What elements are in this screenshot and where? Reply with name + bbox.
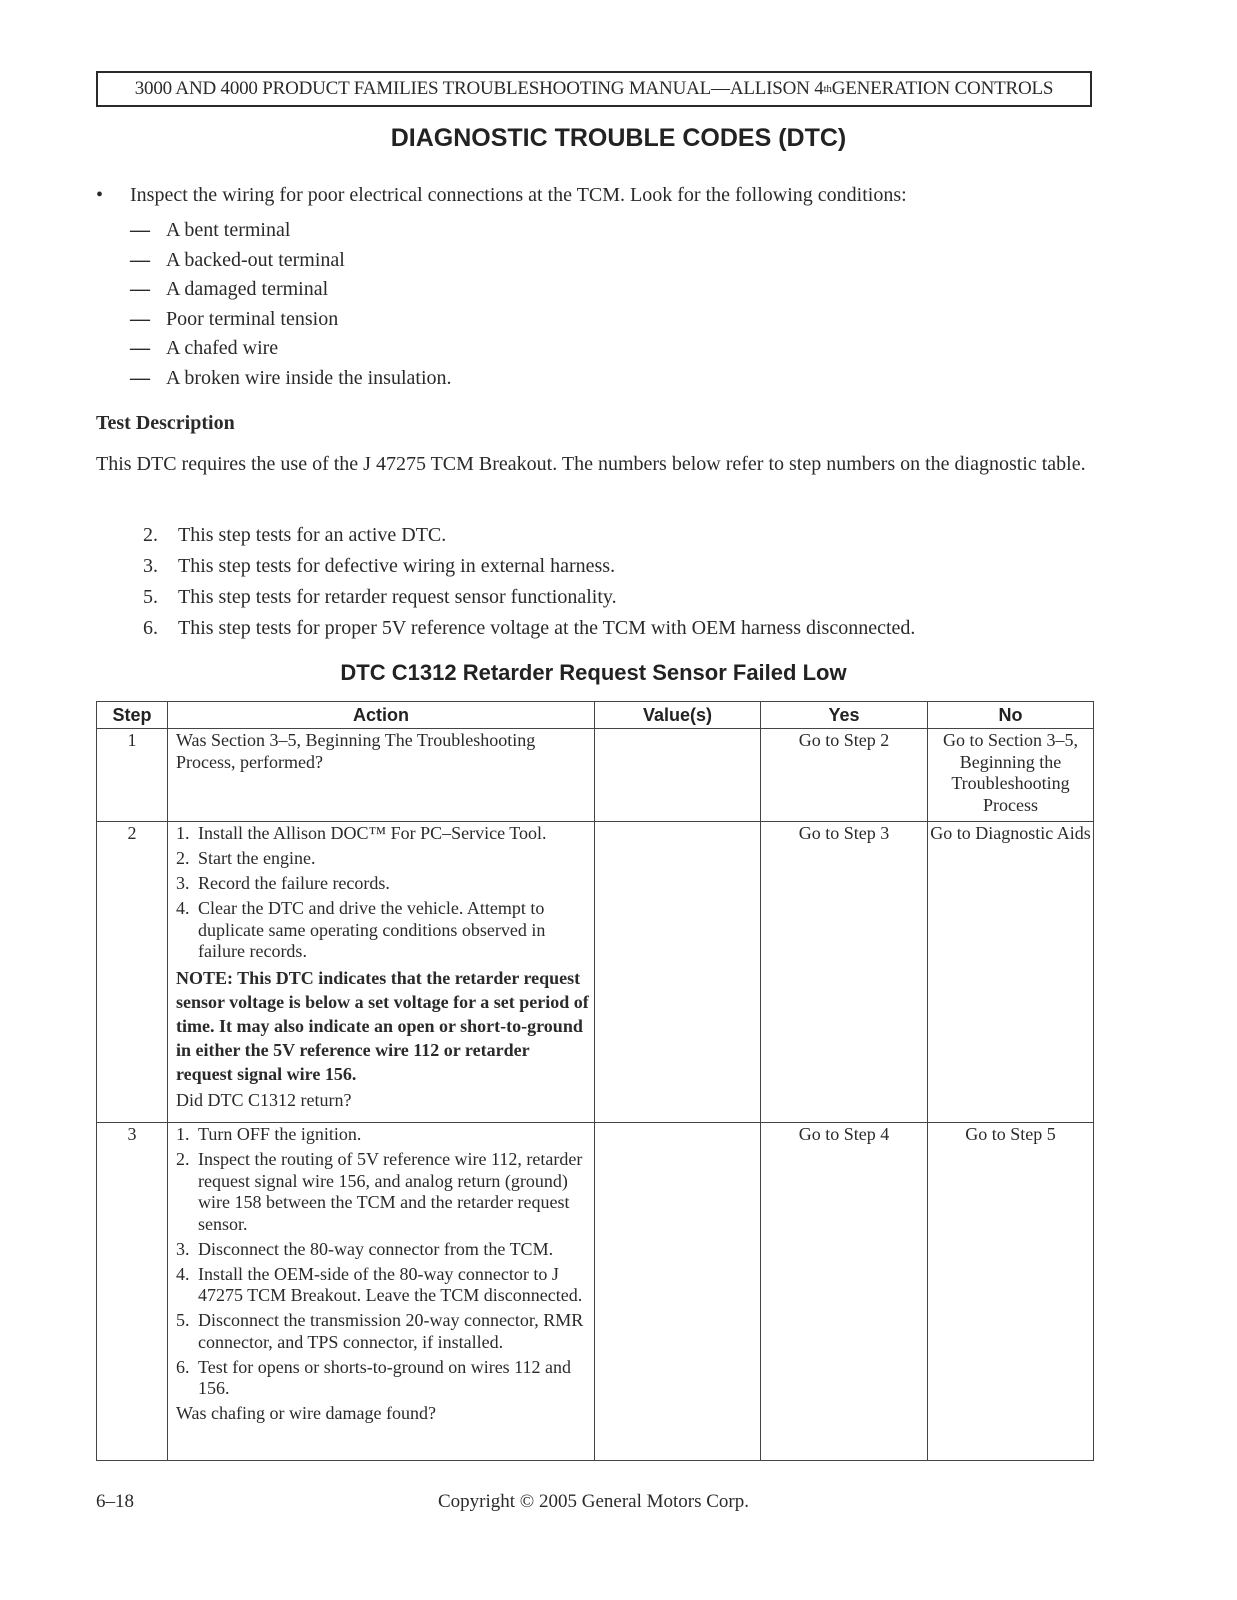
action-cell [168, 729, 595, 822]
action-step: 4. Install the OEM-side of the 80-way connector to J 47275 TCM Breakout. Leave the TCM disconnected. [176, 1263, 583, 1305]
table-header-row [97, 702, 1094, 729]
banner-text-pre: 3000 AND 4000 PRODUCT FAMILIES TROUBLESHOOTING MANUAL—ALLISON 4 [134, 78, 824, 99]
banner-text-post: GENERATION CONTROLS [831, 78, 1054, 99]
diagnostic-table [96, 701, 1094, 1461]
no-cell: Go to Diagnostic Aids [928, 822, 1094, 1123]
table-row [97, 822, 1094, 1123]
action-question: Was chafing or wire damage found? [176, 1403, 436, 1423]
condition-item: — A bent terminal [130, 219, 291, 242]
table-row [97, 1123, 1094, 1461]
test-step-item: 5. This step tests for retarder request sensor functionality. [143, 586, 617, 608]
page-number: 6–18 [96, 1491, 134, 1512]
table-row [97, 729, 1094, 822]
action-step: 2. Start the engine. [176, 848, 316, 868]
step-number: 2 [97, 822, 168, 1123]
action-step: 1. Turn OFF the ignition. [176, 1124, 362, 1144]
column-header-values: Value(s) [595, 702, 761, 729]
test-step-list [143, 520, 915, 644]
no-cell: Go to Section 3–5, Beginning the Troubleshooting Process [928, 729, 1094, 822]
yes-cell: Go to Step 2 [761, 729, 928, 822]
test-description-heading: Test Description [96, 412, 235, 434]
action-step: 1. Install the Allison DOC™ For PC–Service Tool. [176, 823, 547, 843]
condition-item: — Poor terminal tension [130, 307, 339, 330]
step-number: 3 [97, 1123, 168, 1461]
no-cell: Go to Step 5 [928, 1123, 1094, 1461]
action-cell [168, 822, 595, 1123]
action-step: 3. Disconnect the 80-way connector from the TCM. [176, 1238, 554, 1259]
action-question: Was Section 3–5, Beginning The Troubleshooting Process, performed? [176, 730, 536, 772]
action-step: 3. Record the failure records. [176, 873, 390, 893]
copyright-notice: Copyright © 2005 General Motors Corp. [437, 1491, 749, 1512]
yes-cell: Go to Step 4 [761, 1123, 928, 1461]
action-steps [176, 823, 590, 963]
yes-cell: Go to Step 3 [761, 822, 928, 1123]
condition-item: — A chafed wire [130, 337, 279, 360]
manual-header-banner [96, 71, 1092, 107]
bullet-glyph: • [96, 184, 104, 206]
test-step-item: 6. This step tests for proper 5V reference voltage at the TCM with OEM harness disconnected. [143, 617, 916, 639]
action-step: 5. Disconnect the transmission 20-way connector, RMR connector, and TPS connector, if installed. [176, 1310, 584, 1352]
column-header-step: Step [97, 702, 168, 729]
action-cell [168, 1123, 595, 1461]
values-cell [595, 729, 761, 822]
inspect-bullet [96, 184, 907, 207]
values-cell [595, 1123, 761, 1461]
action-question: Did DTC C1312 return? [176, 1090, 352, 1110]
page-title: DIAGNOSTIC TROUBLE CODES (DTC) [390, 124, 847, 152]
step-number: 1 [97, 729, 168, 822]
test-description-paragraph: This DTC requires the use of the J 47275 TCM Breakout. The numbers below refer to step numbers on the diagnostic table. [96, 453, 1086, 475]
column-header-no: No [928, 702, 1094, 729]
test-step-item: 2. This step tests for an active DTC. [143, 524, 447, 546]
condition-item: — A damaged terminal [130, 278, 329, 301]
conditions-list [130, 216, 452, 393]
condition-item: — A broken wire inside the insulation. [130, 366, 452, 389]
action-steps [176, 1124, 590, 1400]
action-step: 6. Test for opens or shorts-to-ground on wires 112 and 156. [176, 1356, 572, 1398]
inspect-text: Inspect the wiring for poor electrical connections at the TCM. Look for the following conditions: [130, 184, 907, 206]
action-step: 2. Inspect the routing of 5V reference wire 112, retarder request signal wire 156, and analog return (ground) wire 158 between the TCM and the retarder request sensor. [176, 1149, 583, 1234]
action-note: NOTE: This DTC indicates that the retarder request sensor voltage is below a set voltage for a set period of time. It may also indicate an open or short-to-ground in either the 5V reference wire 112 or retarder request signal wire 156. [176, 968, 589, 1084]
column-header-action: Action [168, 702, 595, 729]
values-cell [595, 822, 761, 1123]
banner-superscript: th [823, 83, 832, 95]
test-step-item: 3. This step tests for defective wiring in external harness. [143, 555, 616, 577]
condition-item: — A backed-out terminal [130, 248, 345, 271]
action-step: 4. Clear the DTC and drive the vehicle. Attempt to duplicate same operating conditions observed in failure records. [176, 898, 546, 961]
column-header-yes: Yes [761, 702, 928, 729]
table-title: DTC C1312 Retarder Request Sensor Failed Low [340, 660, 847, 685]
